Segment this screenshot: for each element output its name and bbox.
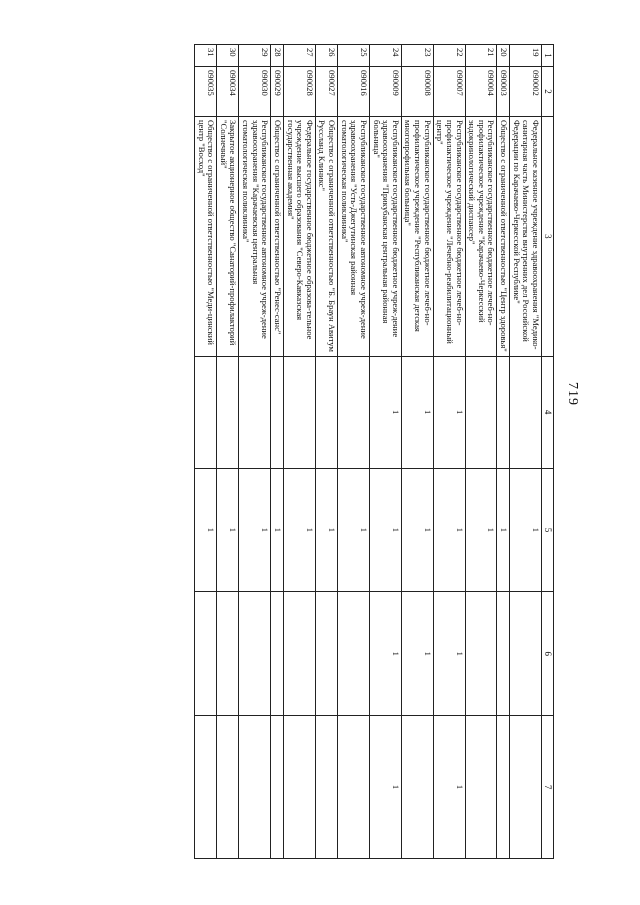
table-row <box>315 45 337 859</box>
table-row <box>401 45 433 859</box>
table-row <box>465 45 497 859</box>
org-name: Республиканское государственное бюджетное лечеб-но-профилактическое учреждение "Республиканская детская многопрофильная больница" <box>401 116 433 356</box>
cell-col7 <box>315 716 337 859</box>
org-code: 090007 <box>433 66 465 116</box>
cell-col6 <box>217 592 239 716</box>
row-number: 26 <box>315 45 337 67</box>
org-name: Федеральное государственное бюджетное образова-тельное учреждение высшего образования "Северо-Кавказская государственная академия" <box>284 116 316 356</box>
org-code: 090002 <box>510 66 542 116</box>
cell-col7 <box>239 716 271 859</box>
data-table <box>194 44 554 859</box>
cell-col4 <box>239 356 271 468</box>
cell-col6 <box>271 592 284 716</box>
cell-col4: 1 <box>433 356 465 468</box>
org-code: 090009 <box>370 66 402 116</box>
table-row <box>338 45 370 859</box>
org-name: Закрытое акционерное общество "Санаторий-профилакторий "Солнечный" <box>217 116 239 356</box>
row-number: 24 <box>370 45 402 67</box>
column-header: 2 <box>542 66 554 116</box>
column-header: 6 <box>542 592 554 716</box>
cell-col5: 1 <box>195 468 217 592</box>
org-name: Республиканское государственное автономное учреж-дение здравоохранения "Усть-Джегутинская районная стоматологическая поликлиника" <box>338 116 370 356</box>
cell-col4 <box>195 356 217 468</box>
cell-col7 <box>195 716 217 859</box>
org-code: 090003 <box>497 66 510 116</box>
cell-col5: 1 <box>370 468 402 592</box>
cell-col4 <box>284 356 316 468</box>
cell-col5: 1 <box>497 468 510 592</box>
org-name: Республиканское государственное бюджетное учреж-дение здравоохранения "Прикубанская центральная районная больница" <box>370 116 402 356</box>
cell-col4: 1 <box>401 356 433 468</box>
document-page <box>42 44 582 859</box>
table-row <box>497 45 510 859</box>
cell-col5: 1 <box>217 468 239 592</box>
org-name: Общество с ограниченной ответственностью "Ренес-санс" <box>271 116 284 356</box>
org-code: 090035 <box>195 66 217 116</box>
org-code: 090004 <box>465 66 497 116</box>
org-code: 090029 <box>271 66 284 116</box>
cell-col7 <box>510 716 542 859</box>
cell-col4 <box>271 356 284 468</box>
org-name: Республиканское государственное бюджетное лечеб-но-профилактическое учреждение "Карачаево-Черкесский эндокринологический диспансер" <box>465 116 497 356</box>
cell-col6 <box>315 592 337 716</box>
row-number: 22 <box>433 45 465 67</box>
cell-col7: 1 <box>370 716 402 859</box>
org-name: Республиканское государственное автономное учреж-дение здравоохранения "Карачаевская центральная стоматологическая поликлиника" <box>239 116 271 356</box>
cell-col5: 1 <box>271 468 284 592</box>
header-row <box>542 45 554 859</box>
cell-col5: 1 <box>315 468 337 592</box>
cell-col7 <box>401 716 433 859</box>
cell-col6: 1 <box>401 592 433 716</box>
cell-col4 <box>497 356 510 468</box>
cell-col7 <box>271 716 284 859</box>
row-number: 25 <box>338 45 370 67</box>
org-name: Республиканское государственное бюджетное лечеб-но-профилактическое учреждение "Лечебно-реабилитационный центр" <box>433 116 465 356</box>
column-header: 7 <box>542 716 554 859</box>
cell-col5: 1 <box>239 468 271 592</box>
cell-col7: 1 <box>433 716 465 859</box>
cell-col4 <box>217 356 239 468</box>
cell-col7 <box>338 716 370 859</box>
cell-col5: 1 <box>284 468 316 592</box>
row-number: 23 <box>401 45 433 67</box>
row-number: 27 <box>284 45 316 67</box>
row-number: 30 <box>217 45 239 67</box>
org-code: 090030 <box>239 66 271 116</box>
table-row <box>370 45 402 859</box>
org-code: 090008 <box>401 66 433 116</box>
cell-col5: 1 <box>465 468 497 592</box>
cell-col6 <box>284 592 316 716</box>
org-code: 090027 <box>315 66 337 116</box>
row-number: 20 <box>497 45 510 67</box>
cell-col5: 1 <box>401 468 433 592</box>
cell-col6: 1 <box>370 592 402 716</box>
cell-col6 <box>497 592 510 716</box>
row-number: 28 <box>271 45 284 67</box>
table-row <box>433 45 465 859</box>
table-row <box>239 45 271 859</box>
table-row <box>217 45 239 859</box>
cell-col6: 1 <box>433 592 465 716</box>
table-row <box>271 45 284 859</box>
cell-col4 <box>315 356 337 468</box>
cell-col5: 1 <box>510 468 542 592</box>
column-header: 5 <box>542 468 554 592</box>
table-row <box>195 45 217 859</box>
org-code: 090034 <box>217 66 239 116</box>
cell-col6 <box>465 592 497 716</box>
org-code: 090016 <box>338 66 370 116</box>
cell-col6 <box>239 592 271 716</box>
column-header: 4 <box>542 356 554 468</box>
org-name: Общество с ограниченной ответственностью "Б. Браун Авитум Руссланд Клиникс" <box>315 116 337 356</box>
cell-col4: 1 <box>370 356 402 468</box>
cell-col5: 1 <box>433 468 465 592</box>
row-number: 19 <box>510 45 542 67</box>
page-number: 719 <box>565 382 580 406</box>
cell-col4 <box>510 356 542 468</box>
cell-col4 <box>338 356 370 468</box>
row-number: 31 <box>195 45 217 67</box>
org-name: Общество с ограниченной ответственностью "Центр здоровья" <box>497 116 510 356</box>
table-row <box>284 45 316 859</box>
cell-col6 <box>338 592 370 716</box>
cell-col7 <box>497 716 510 859</box>
cell-col5: 1 <box>338 468 370 592</box>
org-code: 090028 <box>284 66 316 116</box>
column-header: 3 <box>542 116 554 356</box>
cell-col6 <box>510 592 542 716</box>
table-row <box>510 45 542 859</box>
row-number: 21 <box>465 45 497 67</box>
row-number: 29 <box>239 45 271 67</box>
cell-col7 <box>217 716 239 859</box>
column-header: 1 <box>542 45 554 67</box>
cell-col7 <box>465 716 497 859</box>
org-name: Федеральное казенное учреждение здравоохранения "Медико-санитарная часть Министерства внутренних дел Российской Федерации по Карачаево-Черкесской Республике" <box>510 116 542 356</box>
cell-col6 <box>195 592 217 716</box>
cell-col4 <box>465 356 497 468</box>
org-name: Общество с ограниченной ответственностью "Меди-цинский центр "Восход" <box>195 116 217 356</box>
cell-col7 <box>284 716 316 859</box>
